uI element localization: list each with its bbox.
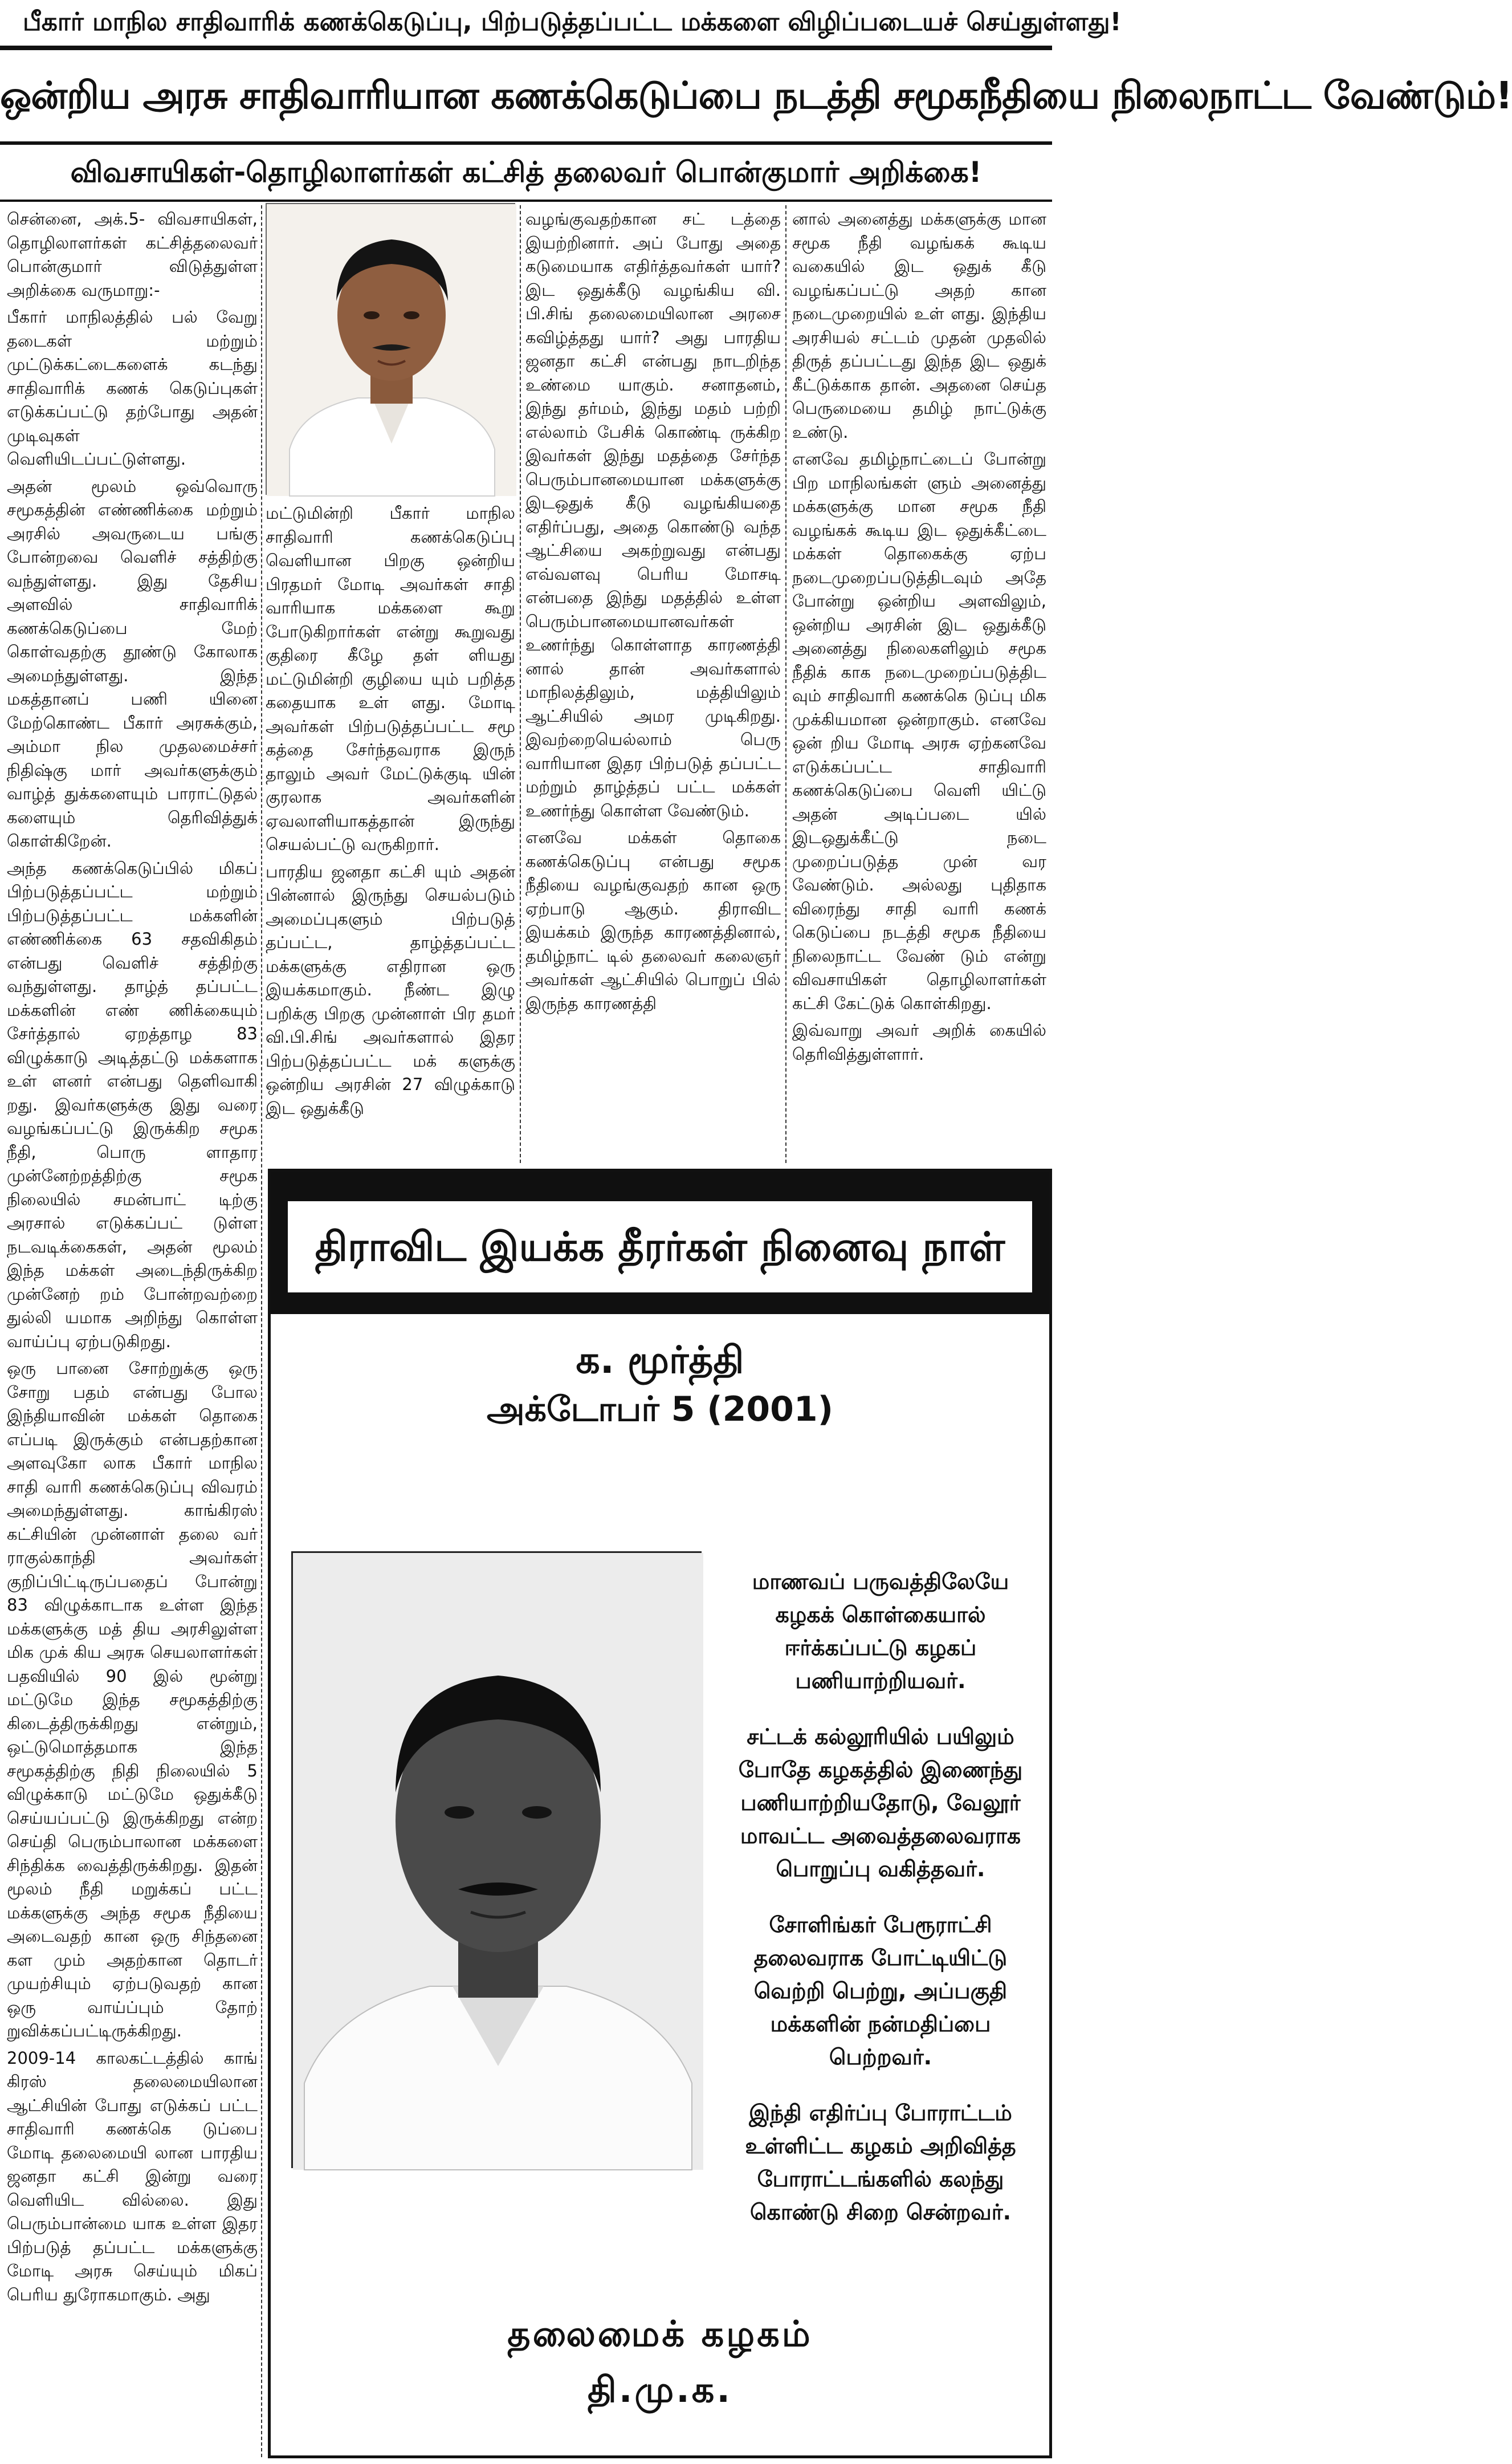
column-divider	[261, 205, 262, 2457]
paragraph: மட்டுமின்றி பீகார் மாநில சாதிவாரி கணக்கெடுப்பு வெளியான பிறகு ஒன்றிய பிரதமர் மோடி அவர்கள் சாதி வாரியாக மக்களை கூறு போடுகிறார்கள் என்று கூறுவது குதிரை கீழே தள் ளியது மட்டுமின்றி குழியை யும் பறித்த கதையாக உள் ளது. மோடி அவர்கள் பிற்படுத்தப்பட்ட சமூ கத்தை சேர்ந்தவராக இருந் தாலும் அவர் மேட்டுக்குடி யின் குரலாக அவர்களின் ஏவலாளியாகத்தான் இருந்து செயல்பட்டு வருகிறார்.	[266, 503, 515, 854]
article-column-1	[7, 208, 258, 2459]
divider	[0, 141, 1052, 145]
memorial-portrait-photo	[291, 1551, 702, 2168]
paragraph: எனவே தமிழ்நாட்டைப் போன்று பிற மாநிலங்கள் ளும் அனைத்து மக்களுக்கு மான சமூக நீதி வழங்கக் கூடிய இட ஒதுக்கீட்டை மக்கள் தொகைக்கு ஏற்ப நடைமுறைப்படுத்திடவும் அதே போன்று ஒன்றிய அளவிலும், ஒன்றிய அரசின் இட ஒதுக்கீடு அனைத்து நிலைகளிலும் சமூக நீதிக் காக நடைமுறைப்படுத்திட வும் சாதிவாரி கணக்கெ டுப்பு மிக முக்கியமான ஒன்றாகும். எனவே ஒன் றிய மோடி அரசு ஏற்கனவே எடுக்கப்பட்ட சாதிவாரி கணக்கெடுப்பை வெளி யிட்டு அதன் அடிப்படை யில் இடஒதுக்கீட்டு நடை முறைப்படுத்த முன் வர வேண்டும். அல்லது புதிதாக விரைந்து சாதி வாரி கணக் கெடுப்பை நடத்தி சமூக நீதியை நிலைநாட்ட வேண் டும் என்று விவசாயிகள் தொழிலாளர்கள் கட்சி கேட்டுக் கொள்கிறது.	[792, 449, 1046, 1013]
article-column-3	[525, 208, 781, 1161]
paragraph: னால் அனைத்து மக்களுக்கு மான சமூக நீதி வழங்கக் கூடிய வகையில் இட ஒதுக் கீடு வழங்கப்பட்டு அதற் கான நடைமுறையில் உள் ளது. இந்திய அரசியல் சட்டம் முதன் முதலில் திருத் தப்பட்டது இந்த இட ஒதுக் கீட்டுக்காக தான். அதனை செய்த பெருமையை தமிழ் நாட்டுக்கு உண்டு.	[792, 209, 1046, 442]
divider	[0, 200, 1052, 202]
column-divider	[785, 205, 786, 1163]
paragraph: ஒரு பானை சோற்றுக்கு ஒரு சோறு பதம் என்பது போல இந்தியாவின் மக்கள் தொகை எப்படி இருக்கும் என்பதற்கான அளவுகோ லாக பீகார் மாநில சாதி வாரி கணக்கெடுப்பு விவரம் அமைந்துள்ளது. காங்கிரஸ் கட்சியின் முன்னாள் தலை வர் ராகுல்காந்தி அவர்கள் குறிப்பிட்டிருப்பதைப் போன்று 83 விழுக்காடாக உள்ள இந்த மக்களுக்கு மத் திய அரசிலுள்ள மிக முக் கிய அரசு செயலாளர்கள் பதவியில் 90 இல் மூன்று மட்டுமே இந்த சமூகத்திற்கு கிடைத்திருக்கிறது என்றும், ஒட்டுமொத்தமாக இந்த சமூகத்திற்கு நிதி நிலையில் 5 விழுக்காடு மட்டுமே ஒதுக்கீடு செய்யப்பட்டு இருக்கிறது என்ற செய்தி பெரும்பாலான மக்களை சிந்திக்க வைத்திருக்கிறது. இதன் மூலம் நீதி மறுக்கப் பட்ட மக்களுக்கு அந்த சமூக நீதியை அடைவதற் கான ஒரு சிந்தனை கள மும் அதற்கான தொடர் முயற்சியும் ஏற்படுவதற் கான ஒரு வாய்ப்பும் தோற் றுவிக்கப்பட்டிருக்கிறது.	[7, 1359, 258, 2040]
memorial-title: திராவிட இயக்க தீரர்கள் நினைவு நாள்	[315, 1223, 1005, 1270]
memorial-date: அக்டோபர் 5 (2001)	[486, 1389, 834, 1429]
paragraph: பீகார் மாநிலத்தில் பல் வேறு தடைகள் மற்றும் முட்டுக்கட்டைகளைக் கடந்து சாதிவாரிக் கணக் கெடுப்புகள் எடுக்கப்பட்டு தற்போது அதன் முடிவுகள் வெளியிடப்பட்டுள்ளது.	[7, 307, 258, 469]
paragraph: மாணவப் பருவத்திலேயே கழகக் கொள்கையால் ஈர்க்கப்பட்டு கழகப் பணியாற்றியவர்.	[752, 1569, 1009, 1693]
paragraph: பாரதிய ஜனதா கட்சி யும் அதன் பின்னால் இருந்து செயல்படும் அமைப்புகளும் பிற்படுத் தப்பட்ட, தாழ்த்தப்பட்ட மக்களுக்கு எதிரான ஒரு இயக்கமாகும். நீண்ட இழு பறிக்கு பிறகு முன்னாள் பிர தமர் வி.பி.சிங் அவர்களால் இதர பிற்படுத்தப்பட்ட மக் களுக்கு ஒன்றிய அரசின் 27 விழுக்காடு இட ஒதுக்கீடு	[266, 861, 515, 1118]
article-column-4	[792, 208, 1046, 1161]
memorial-title-band	[271, 1172, 1049, 1314]
article-column-2	[266, 502, 515, 1160]
article-headline: ஒன்றிய அரசு சாதிவாரியான கணக்கெடுப்பை நடத்தி சமூகநீதியை நிலைநாட்ட வேண்டும்!	[0, 74, 1512, 117]
paragraph: அந்த கணக்கெடுப்பில் மிகப் பிற்படுத்தப்பட்ட மற்றும் பிற்படுத்தப்பட்ட மக்களின் எண்ணிக்கை 63 சதவிகிதம் என்பது வெளிச் சத்திற்கு வந்துள்ளது. தாழ்த் தப்பட்ட மக்களின் எண் ணிக்கையும் சேர்த்தால் ஏறத்தாழ 83 விழுக்காடு அடித்தட்டு மக்களாக உள் ளனர் என்பது தெளிவாகி றது. இவர்களுக்கு இது வரை வழங்கப்பட்டு இருக்கிற சமூக நீதி, பொரு ளாதார முன்னேற்றத்திற்கு சமூக நிலையில் சமன்பாட் டிற்கு அரசால் எடுக்கப்பட் டுள்ள நடவடிக்கைகள், அதன் மூலம் இந்த மக்கள் அடைந்திருக்கிற முன்னேற் றம் போன்றவற்றை துல்லி யமாக அறிந்து கொள்ள வாய்ப்பு ஏற்படுகிறது.	[7, 858, 258, 1351]
column-divider	[520, 205, 521, 1163]
memorial-party: தி.மு.க.	[588, 2369, 732, 2410]
paragraph: சட்டக் கல்லூரியில் பயிலும் போதே கழகத்தில் இணைந்து பணியாற்றியதோடு, வேலூர் மாவட்ட அவைத்தலைவராக பொறுப்பு வகித்தவர்.	[738, 1724, 1023, 1881]
memorial-notice	[268, 1169, 1052, 2458]
paragraph: இந்தி எதிர்ப்பு போராட்டம் உள்ளிட்ட கழகம் அறிவித்த போராட்டங்களில் கலந்து கொண்டு சிறை சென்றவர்.	[745, 2100, 1016, 2225]
article-kicker: பீகார் மாநில சாதிவாரிக் கணக்கெடுப்பு, பிற்படுத்தப்பட்ட மக்களை விழிப்படையச் செய்துள்ளது!	[23, 7, 1122, 36]
article-subhead: விவசாயிகள்-தொழிலாளர்கள் கட்சித் தலைவர் பொன்குமார் அறிக்கை!	[70, 156, 982, 189]
portrait-photo	[266, 203, 515, 495]
paragraph: சென்னை, அக்.5- விவசாயிகள், தொழிலாளர்கள் கட்சித்தலைவர் பொன்குமார் விடுத்துள்ள அறிக்கை வருமாறு:-	[7, 209, 258, 300]
memorial-org: தலைமைக் கழகம்	[507, 2313, 813, 2355]
paragraph: இவ்வாறு அவர் அறிக் கையில் தெரிவித்துள்ளார்.	[792, 1020, 1046, 1064]
paragraph: எனவே மக்கள் தொகை கணக்கெடுப்பு என்பது சமூக நீதியை வழங்குவதற் கான ஒரு ஏற்பாடு ஆகும். திராவிட இயக்கம் இருந்த காரணத்தினால், தமிழ்நாட் டில் தலைவர் கலைஞர் அவர்கள் ஆட்சியில் பொறுப் பில் இருந்த காரணத்தி	[525, 828, 781, 1013]
memorial-biography	[727, 1565, 1034, 2251]
paragraph: அதன் மூலம் ஒவ்வொரு சமூகத்தின் எண்ணிக்கை மற்றும் அரசில் அவருடைய பங்கு போன்றவை வெளிச் சத்திற்கு வந்துள்ளது. இது தேசிய அளவில் சாதிவாரிக் கணக்கெடுப்பை மேற் கொள்வதற்கு தூண்டு கோலாக அமைந்துள்ளது. இந்த மகத்தானப் பணி யினை மேற்கொண்ட பீகார் அரசுக்கும், அம்மா நில முதலமைச்சர் நிதிஷ்கு மார் அவர்களுக்கும் வாழ்த் துக்களையும் பாராட்டுதல் களையும் தெரிவித்துக் கொள்கிறேன்.	[7, 476, 258, 851]
paragraph: வழங்குவதற்கான சட் டத்தை இயற்றினார். அப் போது அதை கடுமையாக எதிர்த்தவர்கள் யார்? இட ஒதுக்கீடு வழங்கிய வி. பி.சிங் தலைமையிலான அரசை கவிழ்த்தது யார்? அது பாரதிய ஜனதா கட்சி என்பது நாடறிந்த உண்மை யாகும். சனாதனம், இந்து தர்மம், இந்து மதம் பற்றி எல்லாம் பேசிக் கொண்டி ருக்கிற இவர்கள் இந்து மதத்தை சேர்ந்த பெரும்பானமையான மக்களுக்கு இடஒதுக் கீடு வழங்கியதை எதிர்ப்பது, அதை கொண்டு வந்த ஆட்சியை அகற்றுவது என்பது எவ்வளவு பெரிய மோசடி என்பதை இந்து மதத்தில் உள்ள பெரும்பானமையானவர்கள் உணர்ந்து கொள்ளாத காரணத்தி னால் தான் அவர்களால் மாநிலத்திலும், மத்தியிலும் ஆட்சியில் அமர முடிகிறது. இவற்றையெல்லாம் பெரு வாரியான இதர பிற்படுத் தப்பட்ட மற்றும் தாழ்த்தப் பட்ட மக்கள் உணர்ந்து கொள்ள வேண்டும்.	[525, 209, 781, 820]
divider	[0, 46, 1052, 50]
paragraph: 2009-14 காலகட்டத்தில் காங் கிரஸ் தலைமையிலான ஆட்சியின் போது எடுக்கப் பட்ட சாதிவாரி கணக்கெ டுப்பை மோடி தலைமையி லான பாரதிய ஜனதா கட்சி இன்று வரை வெளியிட வில்லை. இது பெரும்பான்மை யாக உள்ள இதர பிற்படுத் தப்பட்ட மக்களுக்கு மோடி அரசு செய்யும் மிகப் பெரிய துரோகமாகும். அது	[7, 2048, 258, 2304]
paragraph: சோளிங்கர் பேரூராட்சி தலைவராக போட்டியிட்டு வெற்றி பெற்று, அப்பகுதி மக்களின் நன்மதிப்பை பெற்றவர்.	[753, 1912, 1008, 2069]
memorial-name: க. மூர்த்தி	[576, 1338, 744, 1382]
